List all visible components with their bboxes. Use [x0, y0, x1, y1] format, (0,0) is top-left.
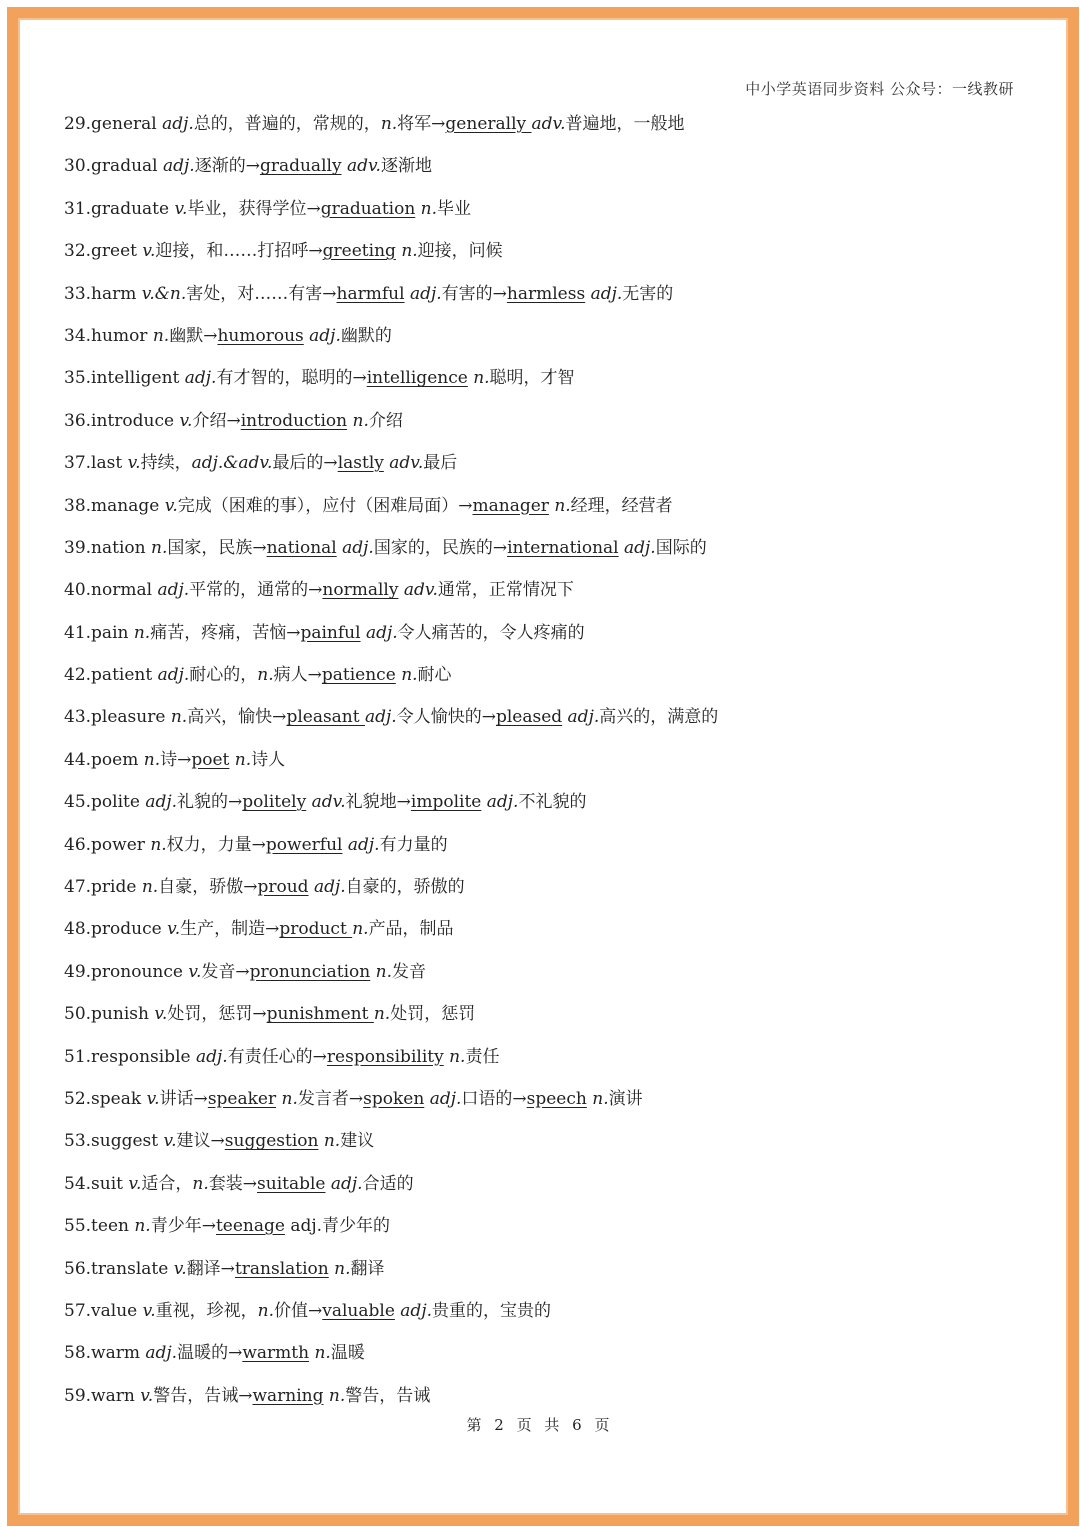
vocab-entry [64, 492, 1024, 534]
derived-word: introduction [240, 410, 348, 431]
derived-word: powerful [265, 834, 343, 855]
entry-text: 礼貌地→ [345, 792, 411, 813]
derived-word: harmless [506, 283, 586, 304]
part-of-speech: n. [352, 919, 369, 940]
vocab-entry [64, 958, 1024, 1000]
entry-text: general [91, 114, 163, 134]
part-of-speech: v.&n. [141, 283, 187, 304]
derived-word: politely [242, 792, 307, 813]
derived-word: normally [322, 580, 399, 601]
entry-text: 建议→ [176, 1131, 225, 1152]
part-of-speech: adj. [330, 1173, 363, 1194]
entry-text: 持续， [140, 453, 192, 474]
vocab-entry [64, 1127, 1024, 1169]
entry-text: suggest [91, 1131, 164, 1152]
entry-text: pleasure [91, 707, 171, 728]
entry-text: 有力量的 [379, 834, 448, 855]
part-of-speech: adj. [162, 114, 194, 134]
entry-text: 高兴的，满意的 [599, 707, 719, 728]
part-of-speech: n. [141, 877, 159, 898]
part-of-speech: n. [323, 1131, 341, 1152]
entry-text: 痛苦，疼痛，苦恼→ [150, 622, 301, 643]
entry-number: 41. [64, 622, 92, 643]
entry-text: 重视，珍视， [155, 1300, 258, 1321]
entry-text: 国家的，民族的→ [373, 537, 508, 558]
part-of-speech: n. [192, 1173, 209, 1194]
part-of-speech: n. [352, 410, 369, 431]
entry-text: intelligent [91, 368, 185, 389]
vocab-entry [64, 1297, 1024, 1339]
entry-text: 通常，正常情况下 [437, 580, 574, 601]
entry-text: poem [91, 749, 144, 770]
part-of-speech: n. [334, 1258, 351, 1279]
entry-number: 58. [64, 1343, 92, 1364]
part-of-speech: adj. [342, 537, 374, 558]
entry-text: 发音 [392, 961, 427, 982]
entry-number: 52. [64, 1088, 92, 1109]
part-of-speech: v. [146, 1088, 160, 1109]
entry-text: nation [91, 537, 151, 558]
entry-text: 国家，民族→ [167, 537, 267, 558]
derived-word: greeting [322, 241, 396, 262]
part-of-speech: n. [401, 241, 418, 262]
part-of-speech: v. [163, 1131, 177, 1152]
vocab-entry [64, 661, 1024, 703]
part-of-speech: adv. [311, 792, 346, 813]
derived-word: spoken [363, 1088, 425, 1109]
entry-text: 有害的→ [441, 283, 507, 304]
derived-word: lastly [337, 453, 384, 474]
part-of-speech: n. [449, 1046, 466, 1067]
vocab-entry [64, 280, 1024, 322]
entry-text: warm [91, 1343, 146, 1364]
vocab-entry [64, 534, 1024, 576]
entry-text: 处罚，惩罚→ [167, 1004, 267, 1025]
entry-text: 无害的 [622, 283, 674, 304]
part-of-speech: v. [173, 1258, 187, 1279]
entry-text: 讲话→ [159, 1088, 208, 1109]
entry-text: gradual [91, 156, 163, 177]
part-of-speech: adj. [157, 580, 190, 601]
derived-word: impolite [410, 792, 482, 813]
derived-word: warning [252, 1385, 324, 1406]
entry-text: 耐心的， [189, 665, 258, 686]
entry-text: 普遍地，一般地 [565, 114, 685, 134]
entry-text: humor [91, 325, 153, 346]
entry-number: 38. [64, 495, 92, 516]
entry-text: 翻译→ [186, 1258, 235, 1279]
part-of-speech: adv. [531, 114, 566, 134]
part-of-speech: n. [143, 749, 161, 770]
derived-word: suitable [257, 1173, 326, 1194]
part-of-speech: adj. [145, 1343, 178, 1364]
entry-number: 50. [64, 1004, 92, 1025]
entry-text: 警告，告诫→ [153, 1385, 253, 1406]
vocab-entry [64, 449, 1024, 491]
entry-text: 幽默的 [340, 325, 392, 346]
part-of-speech: adj. [195, 1046, 228, 1067]
part-of-speech: adv. [403, 580, 438, 601]
entry-text: patient [91, 665, 158, 686]
part-of-speech: n. [473, 368, 490, 389]
entry-text: 有才智的，聪明的→ [216, 368, 367, 389]
derived-word: gradually [259, 156, 342, 177]
part-of-speech: adj. [309, 325, 341, 346]
entry-text: 平常的，通常的→ [189, 580, 323, 601]
part-of-speech: v. [128, 1173, 142, 1194]
part-of-speech: adj. [486, 792, 519, 813]
entry-text: 毕业，获得学位→ [187, 198, 321, 219]
part-of-speech: adj. [429, 1088, 462, 1109]
part-of-speech: adv. [346, 156, 381, 177]
entry-number: 53. [64, 1131, 92, 1152]
entry-text: greet [91, 241, 143, 262]
derived-word: humorous [217, 325, 304, 346]
part-of-speech: adj. [624, 537, 656, 558]
part-of-speech: adv. [389, 453, 424, 474]
part-of-speech: n. [375, 961, 393, 982]
part-of-speech: n. [152, 325, 170, 346]
entry-number: 57. [64, 1300, 92, 1321]
entry-text: 贵重的，宝贵的 [432, 1300, 551, 1321]
part-of-speech: n. [134, 1216, 151, 1237]
part-of-speech: v. [140, 1385, 154, 1406]
vocab-entry [64, 364, 1024, 406]
entry-text: 不礼貌的 [518, 792, 587, 813]
entry-text: 最后 [423, 453, 458, 474]
vocab-entry [64, 1170, 1024, 1212]
part-of-speech: n. [257, 1300, 274, 1321]
vocab-entry [64, 195, 1024, 237]
part-of-speech: adj. [567, 707, 600, 728]
vocab-entry [64, 873, 1024, 915]
derived-word: graduation [320, 198, 416, 219]
entry-text: 发言者→ [297, 1088, 364, 1109]
entry-text: 诗→ [160, 749, 192, 770]
vocab-entry [64, 407, 1024, 449]
part-of-speech: n. [151, 537, 168, 558]
entry-text: 产品，制品 [368, 919, 454, 940]
entry-number: 51. [64, 1046, 92, 1067]
entry-text: 病人→ [273, 665, 322, 686]
entry-number: 49. [64, 961, 92, 982]
entry-text: 翻译 [350, 1258, 385, 1279]
vocab-entry [64, 1043, 1024, 1085]
vocab-entry [64, 576, 1024, 618]
entry-number: 32. [64, 241, 92, 262]
entry-number: 42. [64, 665, 92, 686]
entry-text: 介绍→ [192, 410, 241, 431]
entry-text: graduate [91, 198, 175, 219]
derived-word: speaker [207, 1088, 277, 1109]
entry-text: 适合， [141, 1173, 193, 1194]
derived-word: international [507, 537, 619, 558]
entry-text: 将军→ [397, 114, 446, 134]
vocab-entry [64, 237, 1024, 279]
part-of-speech: n. [314, 1343, 331, 1364]
part-of-speech: v. [142, 241, 156, 262]
entry-text: 合适的 [362, 1173, 414, 1194]
entry-number: 30. [64, 156, 92, 177]
derived-word: teenage [215, 1216, 285, 1237]
entry-text: speak [91, 1088, 147, 1109]
part-of-speech: v. [167, 919, 181, 940]
entry-text: translate [91, 1258, 174, 1279]
entry-text: 礼貌的→ [177, 792, 243, 813]
part-of-speech: v. [127, 453, 141, 474]
part-of-speech: adj. [163, 156, 195, 177]
derived-word: poet [191, 749, 230, 770]
part-of-speech: n. [420, 198, 438, 219]
entry-text: pride [91, 877, 142, 898]
entry-text: 自豪的，骄傲的 [345, 877, 465, 898]
vocab-list [64, 110, 1024, 1424]
part-of-speech: v. [142, 1300, 156, 1321]
entry-text: 生产，制造→ [180, 919, 280, 940]
entry-number: 40. [64, 580, 92, 601]
part-of-speech: n. [150, 834, 167, 855]
entry-text: 迎接，和……打招呼→ [155, 241, 323, 262]
entry-number: 29. [64, 114, 92, 134]
entry-text: produce [91, 919, 168, 940]
derived-word: generally [445, 114, 532, 134]
derived-word: suggestion [224, 1131, 319, 1152]
entry-number: 37. [64, 453, 92, 474]
part-of-speech: n. [234, 749, 252, 770]
derived-word: valuable [322, 1300, 395, 1321]
derived-word: speech [526, 1088, 587, 1109]
entry-text: 耐心 [417, 665, 452, 686]
entry-text: normal [91, 580, 158, 601]
entry-text: 逐渐的→ [194, 156, 260, 177]
derived-word: manager [472, 495, 549, 516]
vocab-entry [64, 1339, 1024, 1381]
part-of-speech: adj. [184, 368, 217, 389]
entry-text: 幽默→ [169, 325, 218, 346]
part-of-speech: n. [170, 707, 188, 728]
entry-text: 经理，经营者 [570, 495, 673, 516]
part-of-speech: n. [328, 1385, 346, 1406]
entry-text: 温暖 [330, 1343, 365, 1364]
vocab-entry [64, 831, 1024, 873]
entry-text: manage [91, 495, 165, 516]
entry-text: pronounce [91, 961, 189, 982]
entry-text: 总的，普遍的，常规的， [193, 114, 381, 134]
entry-text: 口语的→ [461, 1088, 527, 1109]
part-of-speech: adj. [400, 1300, 432, 1321]
entry-number: 44. [64, 749, 92, 770]
entry-number: 54. [64, 1173, 92, 1194]
entry-text: 令人痛苦的，令人疼痛的 [397, 622, 585, 643]
part-of-speech: adj. [313, 877, 346, 898]
derived-word: translation [234, 1258, 329, 1279]
derived-word: harmful [336, 283, 405, 304]
entry-number: 31. [64, 198, 92, 219]
entry-text: 诗人 [251, 749, 286, 770]
header-note: 中小学英语同步资料 公众号：一线教研 [745, 80, 1014, 98]
entry-text: polite [91, 792, 146, 813]
vocab-entry [64, 110, 1024, 152]
entry-text: 有责任心的→ [227, 1046, 327, 1067]
entry-text: adj.青少年的 [284, 1216, 391, 1237]
entry-text: 逐渐地 [380, 156, 432, 177]
entry-text: 责任 [465, 1046, 500, 1067]
part-of-speech: adj. [590, 283, 623, 304]
part-of-speech: n. [257, 665, 274, 686]
entry-text: 价值→ [274, 1300, 323, 1321]
entry-number: 43. [64, 707, 92, 728]
entry-text: 自豪，骄傲→ [158, 877, 258, 898]
entry-number: 45. [64, 792, 92, 813]
vocab-entry [64, 788, 1024, 830]
entry-text: 温暖的→ [177, 1343, 243, 1364]
part-of-speech: adj. [157, 665, 190, 686]
entry-text: teen [91, 1216, 135, 1237]
entry-text: 套装→ [208, 1173, 258, 1194]
entry-text: 演讲 [608, 1088, 643, 1109]
vocab-entry [64, 619, 1024, 661]
entry-text: introduce [91, 410, 180, 431]
part-of-speech: n. [592, 1088, 609, 1109]
vocab-entry [64, 322, 1024, 364]
entry-number: 33. [64, 283, 92, 304]
page-number: 第 2 页 共 6 页 [466, 1416, 614, 1434]
entry-number: 55. [64, 1216, 92, 1237]
entry-text: 介绍 [368, 410, 403, 431]
part-of-speech: v. [174, 198, 188, 219]
entry-number: 36. [64, 410, 92, 431]
derived-word: proud [257, 877, 309, 898]
entry-text: power [91, 834, 151, 855]
entry-text: pain [91, 622, 134, 643]
entry-number: 48. [64, 919, 92, 940]
entry-number: 47. [64, 877, 92, 898]
entry-text: 迎接，问候 [417, 241, 503, 262]
entry-text: 最后的→ [272, 453, 338, 474]
part-of-speech: n. [554, 495, 571, 516]
vocab-entry [64, 915, 1024, 957]
entry-text: 警告，告诫 [345, 1385, 431, 1406]
vocab-entry [64, 152, 1024, 194]
part-of-speech: adj. [347, 834, 380, 855]
entry-text: 发音→ [201, 961, 250, 982]
vocab-entry [64, 1255, 1024, 1297]
part-of-speech: n. [401, 665, 418, 686]
derived-word: punishment [266, 1004, 374, 1025]
derived-word: responsibility [326, 1046, 444, 1067]
entry-text: 高兴，愉快→ [187, 707, 287, 728]
vocab-entry [64, 703, 1024, 745]
part-of-speech: adj. [365, 622, 398, 643]
part-of-speech: adj. [145, 792, 178, 813]
derived-word: product [279, 919, 353, 940]
entry-text: 建议 [340, 1131, 375, 1152]
entry-number: 39. [64, 537, 92, 558]
derived-word: painful [300, 622, 361, 643]
derived-word: national [266, 537, 337, 558]
vocab-entry [64, 1212, 1024, 1254]
entry-text: warn [91, 1385, 141, 1406]
part-of-speech: v. [164, 495, 178, 516]
entry-text: harm [91, 283, 142, 304]
vocab-entry [64, 746, 1024, 788]
part-of-speech: v. [179, 410, 193, 431]
part-of-speech: n. [380, 114, 398, 134]
entry-text: 青少年→ [150, 1216, 216, 1237]
vocab-entry [64, 1000, 1024, 1042]
entry-text: 完成（困难的事），应付（困难局面）→ [177, 495, 473, 516]
derived-word: intelligence [366, 368, 468, 389]
part-of-speech: v. [154, 1004, 168, 1025]
entry-number: 46. [64, 834, 92, 855]
entry-number: 59. [64, 1385, 92, 1406]
entry-number: 34. [64, 325, 92, 346]
part-of-speech: v. [188, 961, 202, 982]
entry-text: 毕业 [437, 198, 472, 219]
entry-text: last [91, 453, 128, 474]
part-of-speech: n. [133, 622, 151, 643]
entry-text: 聪明，才智 [489, 368, 575, 389]
derived-word: pleased [495, 707, 563, 728]
derived-word: pronunciation [249, 961, 371, 982]
part-of-speech: adj.&adv. [191, 453, 273, 474]
derived-word: warmth [242, 1343, 310, 1364]
entry-number: 35. [64, 368, 92, 389]
entry-text: suit [91, 1173, 129, 1194]
entry-text: responsible [91, 1046, 196, 1067]
entry-text: 害处，对……有害→ [186, 283, 337, 304]
entry-text: 国际的 [655, 537, 707, 558]
entry-number: 56. [64, 1258, 92, 1279]
entry-text: punish [91, 1004, 155, 1025]
entry-text: 令人愉快的→ [396, 707, 496, 728]
part-of-speech: n. [281, 1088, 298, 1109]
vocab-entry [64, 1085, 1024, 1127]
entry-text: 处罚，惩罚 [390, 1004, 476, 1025]
part-of-speech: adj. [409, 283, 442, 304]
entry-text: value [91, 1300, 143, 1321]
entry-text: 权力，力量→ [166, 834, 266, 855]
part-of-speech: adj. [365, 707, 397, 728]
derived-word: pleasant [286, 707, 365, 728]
part-of-speech: n. [373, 1004, 391, 1025]
derived-word: patience [321, 665, 396, 686]
